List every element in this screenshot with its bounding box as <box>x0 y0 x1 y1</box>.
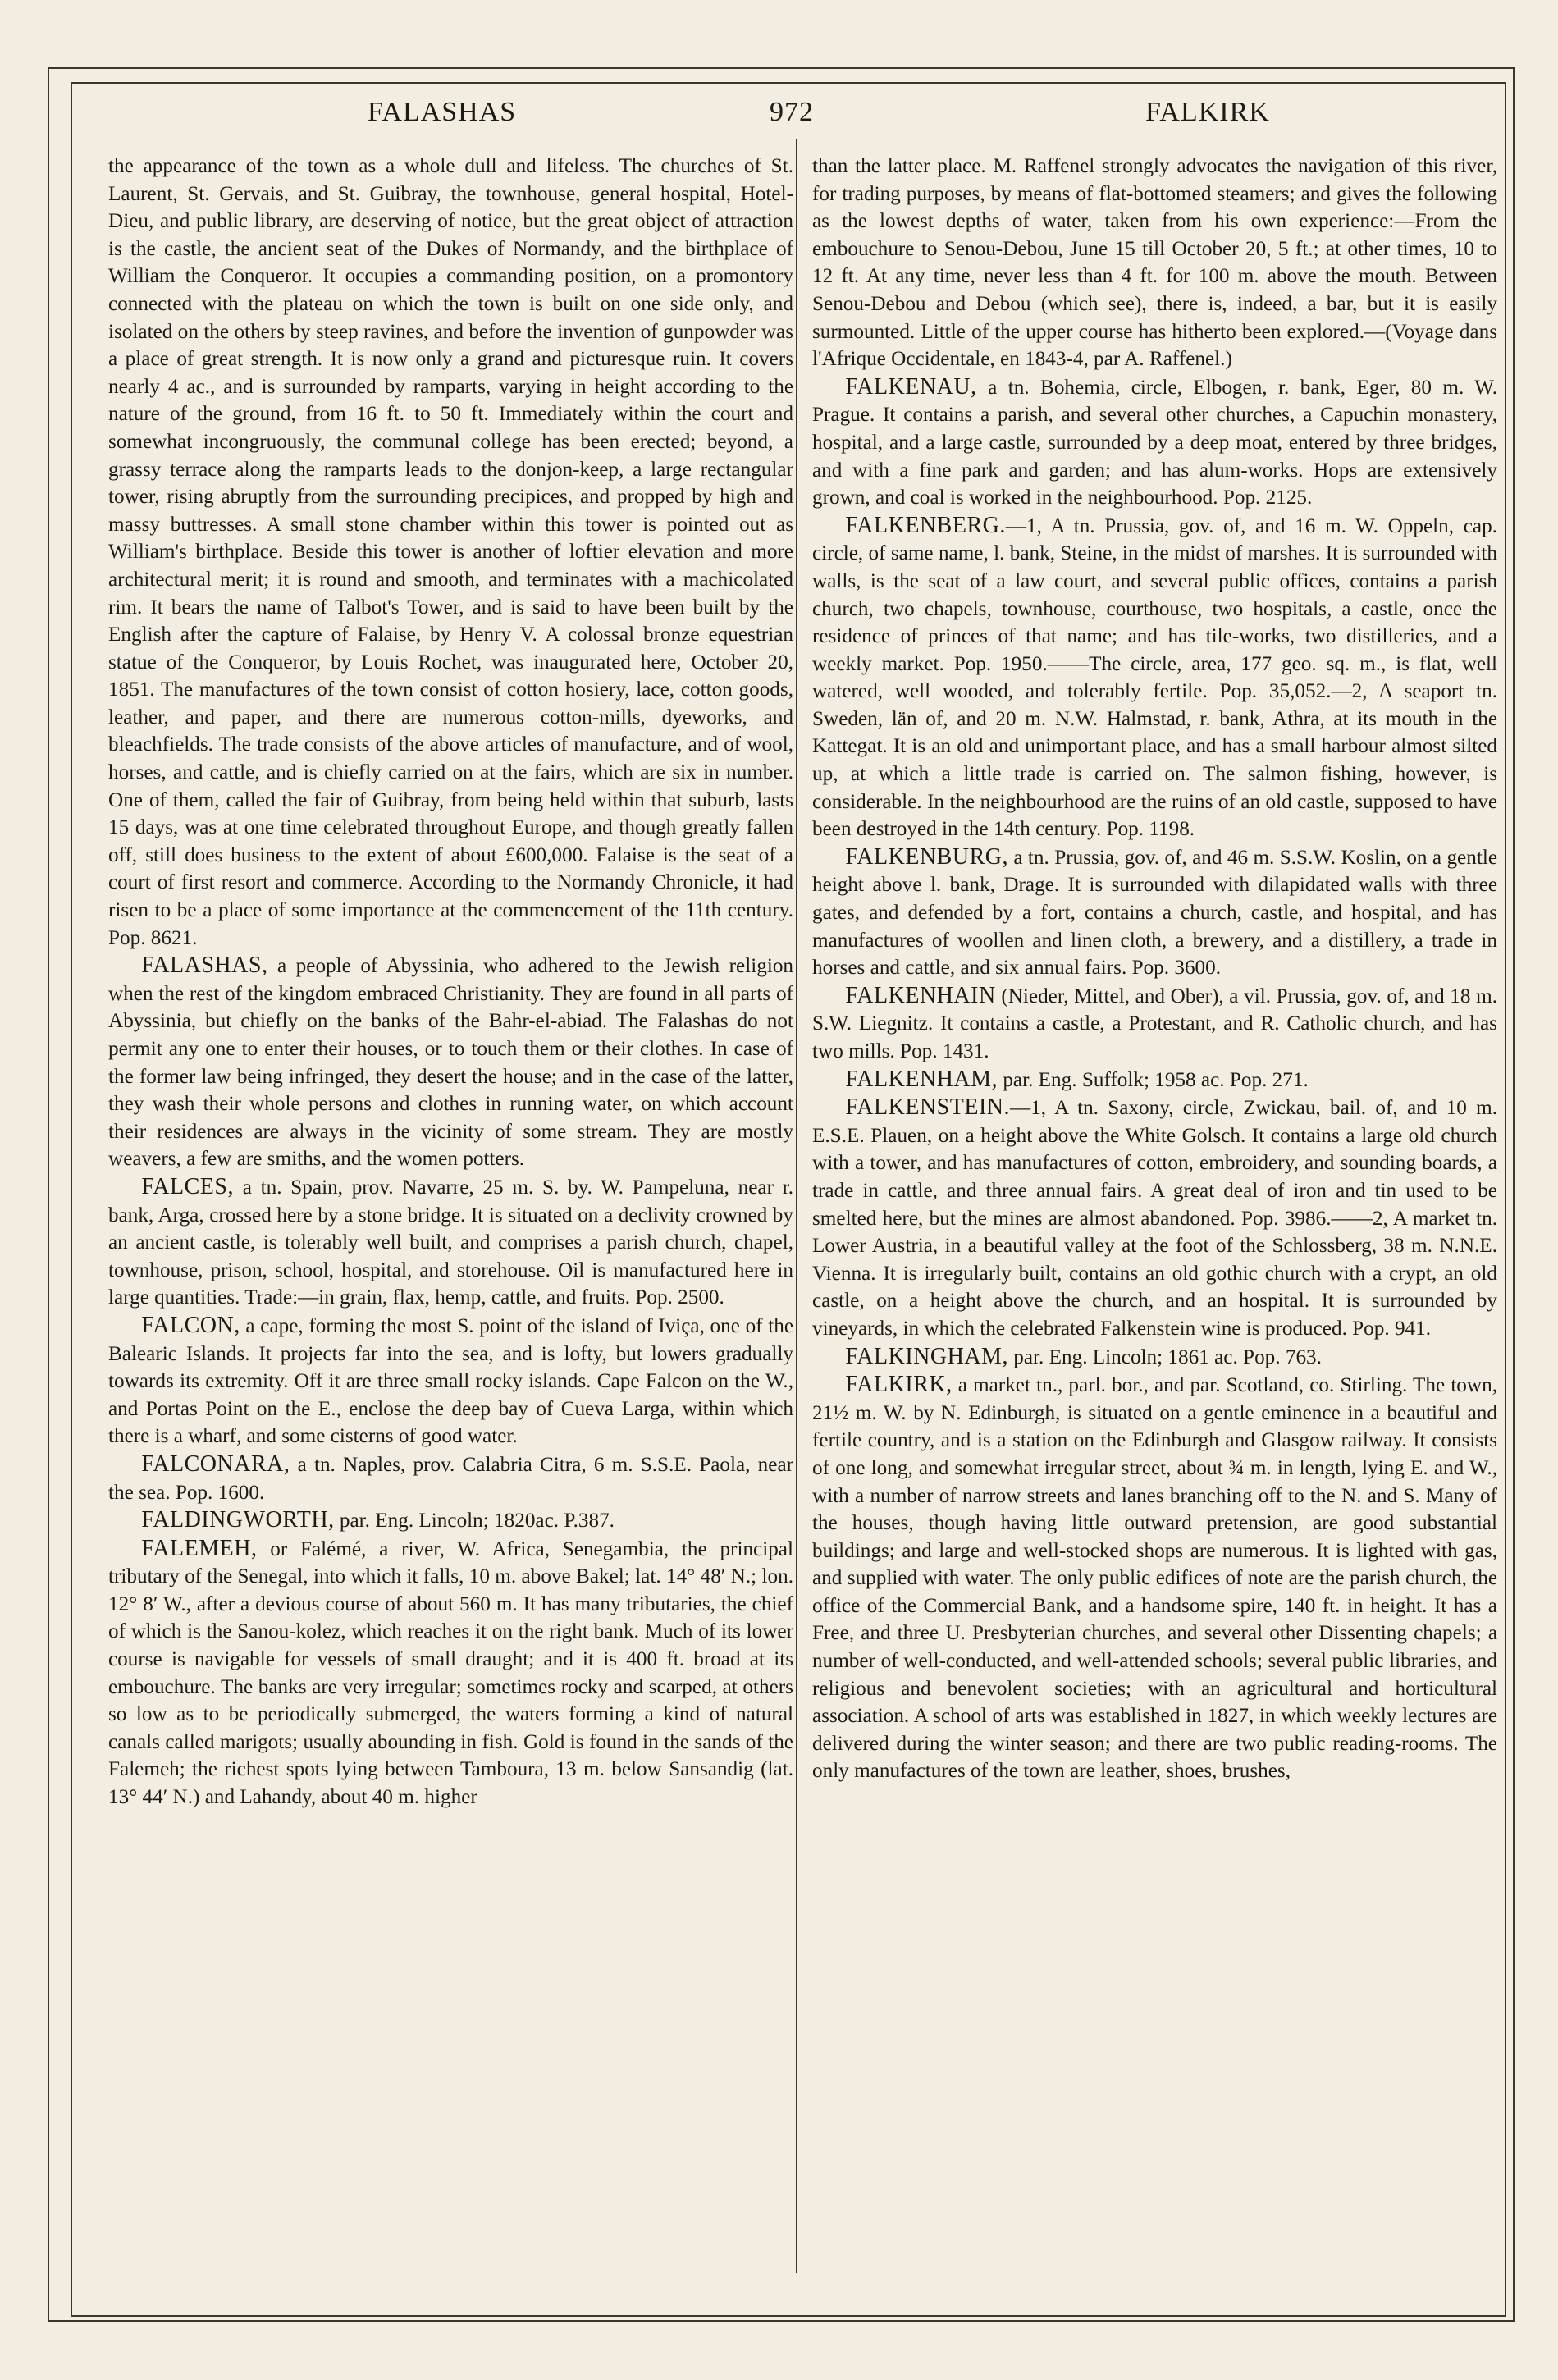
entry-falaise-continued: the appearance of the town as a whole dull and lifeless. The churches of St. Laurent, St. Gervais, and St. Guibray, the townhouse, general hospital, Hotel-Dieu, and public library, are deserving of notice, but the great object of attraction is the castle, the ancient seat of the Dukes of Normandy, and the birthplace of William the Conqueror. It occupies a commanding position, on a promontory connected with the plateau on which the town is built on one side only, and isolated on the others by steep ravines, and before the invention of gunpowder was a place of great strength. It is now only a grand and picturesque ruin. It covers nearly 4 ac., and is surrounded by ramparts, varying in height according to the nature of the ground, from 16 ft. to 50 ft. Immediately within the court and somewhat incongruously, the communal college has been erected; beyond, a grassy terrace along the ramparts leads to the donjon-keep, a large rectangular tower, rising abruptly from the surrounding precipices, and propped by high and massy buttresses. A small stone chamber within this tower is pointed out as William's birthplace. Beside this tower is another of loftier elevation and more architectural merit; it is round and smooth, and terminates with a machicolated rim. It bears the name of Talbot's Tower, and is said to have been built by the English after the capture of Falaise, by Henry V. A colossal bronze equestrian statue of the Conqueror, by Louis Rochet, was inaugurated here, October 20, 1851. The manufactures of the town consist of cotton hosiery, lace, cotton goods, leather, and paper, and there are numerous cotton-mills, dyeworks, and bleachfields. The trade consists of the above articles of manufacture, and of wool, horses, and cattle, and is chiefly carried on at the fairs, which are six in number. One of them, called the fair of Guibray, from being held within that suburb, lasts 15 days, was at one time celebrated throughout Europe, and though greatly fallen off, still does business to the extent of about £600,000. Falaise is the seat of a court of first resort and commerce. According to the Normandy Chronicle, it had risen to be a place of some importance at the commencement of the 11th century. Pop. 8621. <box>108 155 793 949</box>
entry-falkingham: FALKINGHAM, par. Eng. Lincoln; 1861 ac. Pop. 763. <box>845 1343 1322 1369</box>
entry-falkenhain: FALKENHAIN (Nieder, Mittel, and Ober), a vil. Prussia, gov. of, and 18 m. S.W. Liegnitz. It contains a castle, a Protestant, and R. Catholic church, and has two mills. Pop. 1431. <box>812 982 1497 1062</box>
entry-falemeh: FALEMEH, or Falémé, a river, W. Africa, Senegambia, the principal tributary of the Senegal, into which it falls, 10 m. above Bakel; lat. 14° 48′ N.; lon. 12° 8′ W., after a devious course of about 560 m. It has many tributaries, the chief of which is the Sanou-kolez, which reaches it on the right bank. Much of its lower course is navigable for vessels of small draught; and it is 400 ft. broad at its embouchure. The banks are very irregular; sometimes rocky and scarped, at others so low as to be periodically submerged, the waters forming a kind of natural canals called marigots; usually abounding in fish. Gold is found in the sands of the Falemeh; the richest spots lying between Tamboura, 13 m. below Sansandig (lat. 13° 44′ N.) and Lahandy, about 40 m. higher <box>108 1535 793 1809</box>
entry-falkenberg: FALKENBERG.—1, A tn. Prussia, gov. of, and 16 m. W. Oppeln, cap. circle, of same name, l. bank, Steine, in the midst of marshes. It is surrounded with walls, is the seat of a law court, and several public offices, contains a parish church, two chapels, townhouse, courthouse, two hospitals, a castle, once the residence of princes of that name; and has tile-works, two distilleries, and a weekly market. Pop. 1950.——The circle, area, 177 geo. sq. m., is flat, well watered, well wooded, and tolerably fertile. Pop. 35,052.—2, A seaport tn. Sweden, län of, and 20 m. N.W. Halmstad, r. bank, Athra, at its mouth in the Kattegat. It is an old and unimportant place, and has a small harbour almost silted up, at which a little trade is carried on. The salmon fishing, however, is considerable. In the neighbourhood are the ruins of an old castle, supposed to have been destroyed in the 14th century. Pop. 1198. <box>812 512 1497 841</box>
running-header <box>82 97 1493 133</box>
entry-falconara: FALCONARA, a tn. Naples, prov. Calabria Citra, 6 m. S.S.E. Paola, near the sea. Pop. 1600. <box>108 1450 793 1504</box>
header-right-word: FALKIRK <box>1145 97 1270 127</box>
entry-faldingworth: FALDINGWORTH, par. Eng. Lincoln; 1820ac. P.387. <box>141 1507 615 1533</box>
entry-falkenau: FALKENAU, a tn. Bohemia, circle, Elbogen, r. bank, Eger, 80 m. W. Prague. It contains a parish, and several other churches, a Capuchin monastery, hospital, and a large castle, surrounded by a deep moat, entered by three bridges, and with a fine park and garden; and has alum-works. Hops are extensively grown, and coal is worked in the neighbourhood. Pop. 2125. <box>812 373 1497 509</box>
entry-falcon: FALCON, a cape, forming the most S. point of the island of Iviça, one of the Balearic Islands. It projects far into the sea, and is lofty, but lowers gradually towards its extremity. Off it are three small rocky islands. Cape Falcon on the W., and Portas Point on the E., enclose the deep bay of Cueva Larga, within which there is a wharf, and some cisterns of good water. <box>108 1312 793 1448</box>
header-left-word: FALASHAS <box>368 97 517 127</box>
entry-falkenham: FALKENHAM, par. Eng. Suffolk; 1958 ac. Pop. 271. <box>845 1066 1309 1092</box>
page-number: 972 <box>770 97 814 127</box>
column-divider <box>796 139 797 2273</box>
entry-falashas: FALASHAS, a people of Abyssinia, who adhered to the Jewish religion when the rest of the kingdom embraced Christianity. They are found in all parts of Abyssinia, but chiefly on the banks of the Bahr-el-abiad. The Falashas do not permit any one to enter their houses, or to touch them or their clothes. In case of the former law being infringed, they desert the house; and in the case of the latter, they wash their whole persons and clothes in running water, on which account their residences are always in the vicinity of some stream. They are mostly weavers, a few are smiths, and the women potters. <box>108 952 793 1171</box>
entry-falkenburg: FALKENBURG, a tn. Prussia, gov. of, and 46 m. S.S.W. Koslin, on a gentle height above l. bank, Drage. It is surrounded with dilapidated walls with three gates, and defended by a fort, contains a church, castle, and hospital, and has manufactures of woollen and linen cloth, a brewery, and a distillery, a trade in horses and cattle, and six annual fairs. Pop. 3600. <box>812 843 1497 980</box>
left-column <box>108 153 793 2318</box>
entry-falkirk: FALKIRK, a market tn., parl. bor., and par. Scotland, co. Stirling. The town, 21½ m. W. by N. Edinburgh, is situated on a gentle eminence in a beautiful and fertile country, and is a station on the Edinburgh and Glasgow railway. It consists of one long, and somewhat irregular street, about ¾ m. in length, lying E. and W., with a number of narrow streets and lanes branching off to the N. and S. Many of the houses, though having little outward pretension, are good substantial buildings; and large and well-stocked shops are numerous. It is lighted with gas, and supplied with water. The only public edifices of note are the parish church, the office of the Commercial Bank, and a handsome spire, 140 ft. in height. It has a Free, and three U. Presbyterian churches, and several other Dissenting chapels; a number of well-conducted, and well-attended schools; several public libraries, and religious and benevolent societies; with an agricultural and horticultural association. A school of arts was established in 1827, in which weekly lectures are delivered during the winter season; and there are two public reading-rooms. The only manufactures of the town are leather, shoes, brushes, <box>812 1372 1497 1783</box>
entry-falces: FALCES, a tn. Spain, prov. Navarre, 25 m. S. by. W. Pampeluna, near r. bank, Arga, crossed here by a stone bridge. It is situated on a declivity crowned by an ancient castle, is tolerably well built, and comprises a parish church, chapel, townhouse, prison, school, hospital, and storehouse. Oil is manufactured here in large quantities. Trade:—in grain, flax, hemp, cattle, and fruits. Pop. 2500. <box>108 1173 793 1309</box>
right-column <box>812 153 1497 2318</box>
entry-falemeh-continued: than the latter place. M. Raffenel strongly advocates the navigation of this river, for trading purposes, by means of flat-bottomed steamers; and gives the following as the lowest depths of water, taken from his own experience:—From the embouchure to Senou-Debou, June 15 till October 20, 5 ft.; at other times, 10 to 12 ft. At any time, never less than 4 ft. for 100 m. above the mouth. Between Senou-Debou and Debou (which see), there is, indeed, a bar, but it is easily surmounted. Little of the upper course has hitherto been explored.—(Voyage dans l'Afrique Occidentale, en 1843-4, par A. Raffenel.) <box>812 155 1497 371</box>
entry-falkenstein: FALKENSTEIN.—1, A tn. Saxony, circle, Zwickau, bail. of, and 10 m. E.S.E. Plauen, on a height above the White Golsch. It contains a large old church with a tower, and has manufactures of cotton, embroidery, and sounding boards, a trade in cattle, and three annual fairs. A great deal of iron and tin used to be smelted here, but the mines are almost abandoned. Pop. 3986.——2, A market tn. Lower Austria, in a beautiful valley at the foot of the Schlossberg, 38 m. N.N.E. Vienna. It is irregularly built, contains an old gothic church with a crypt, an old castle, on a height above the church, and an hospital. It is surrounded by vineyards, in which the celebrated Falkenstein wine is produced. Pop. 941. <box>812 1094 1497 1340</box>
